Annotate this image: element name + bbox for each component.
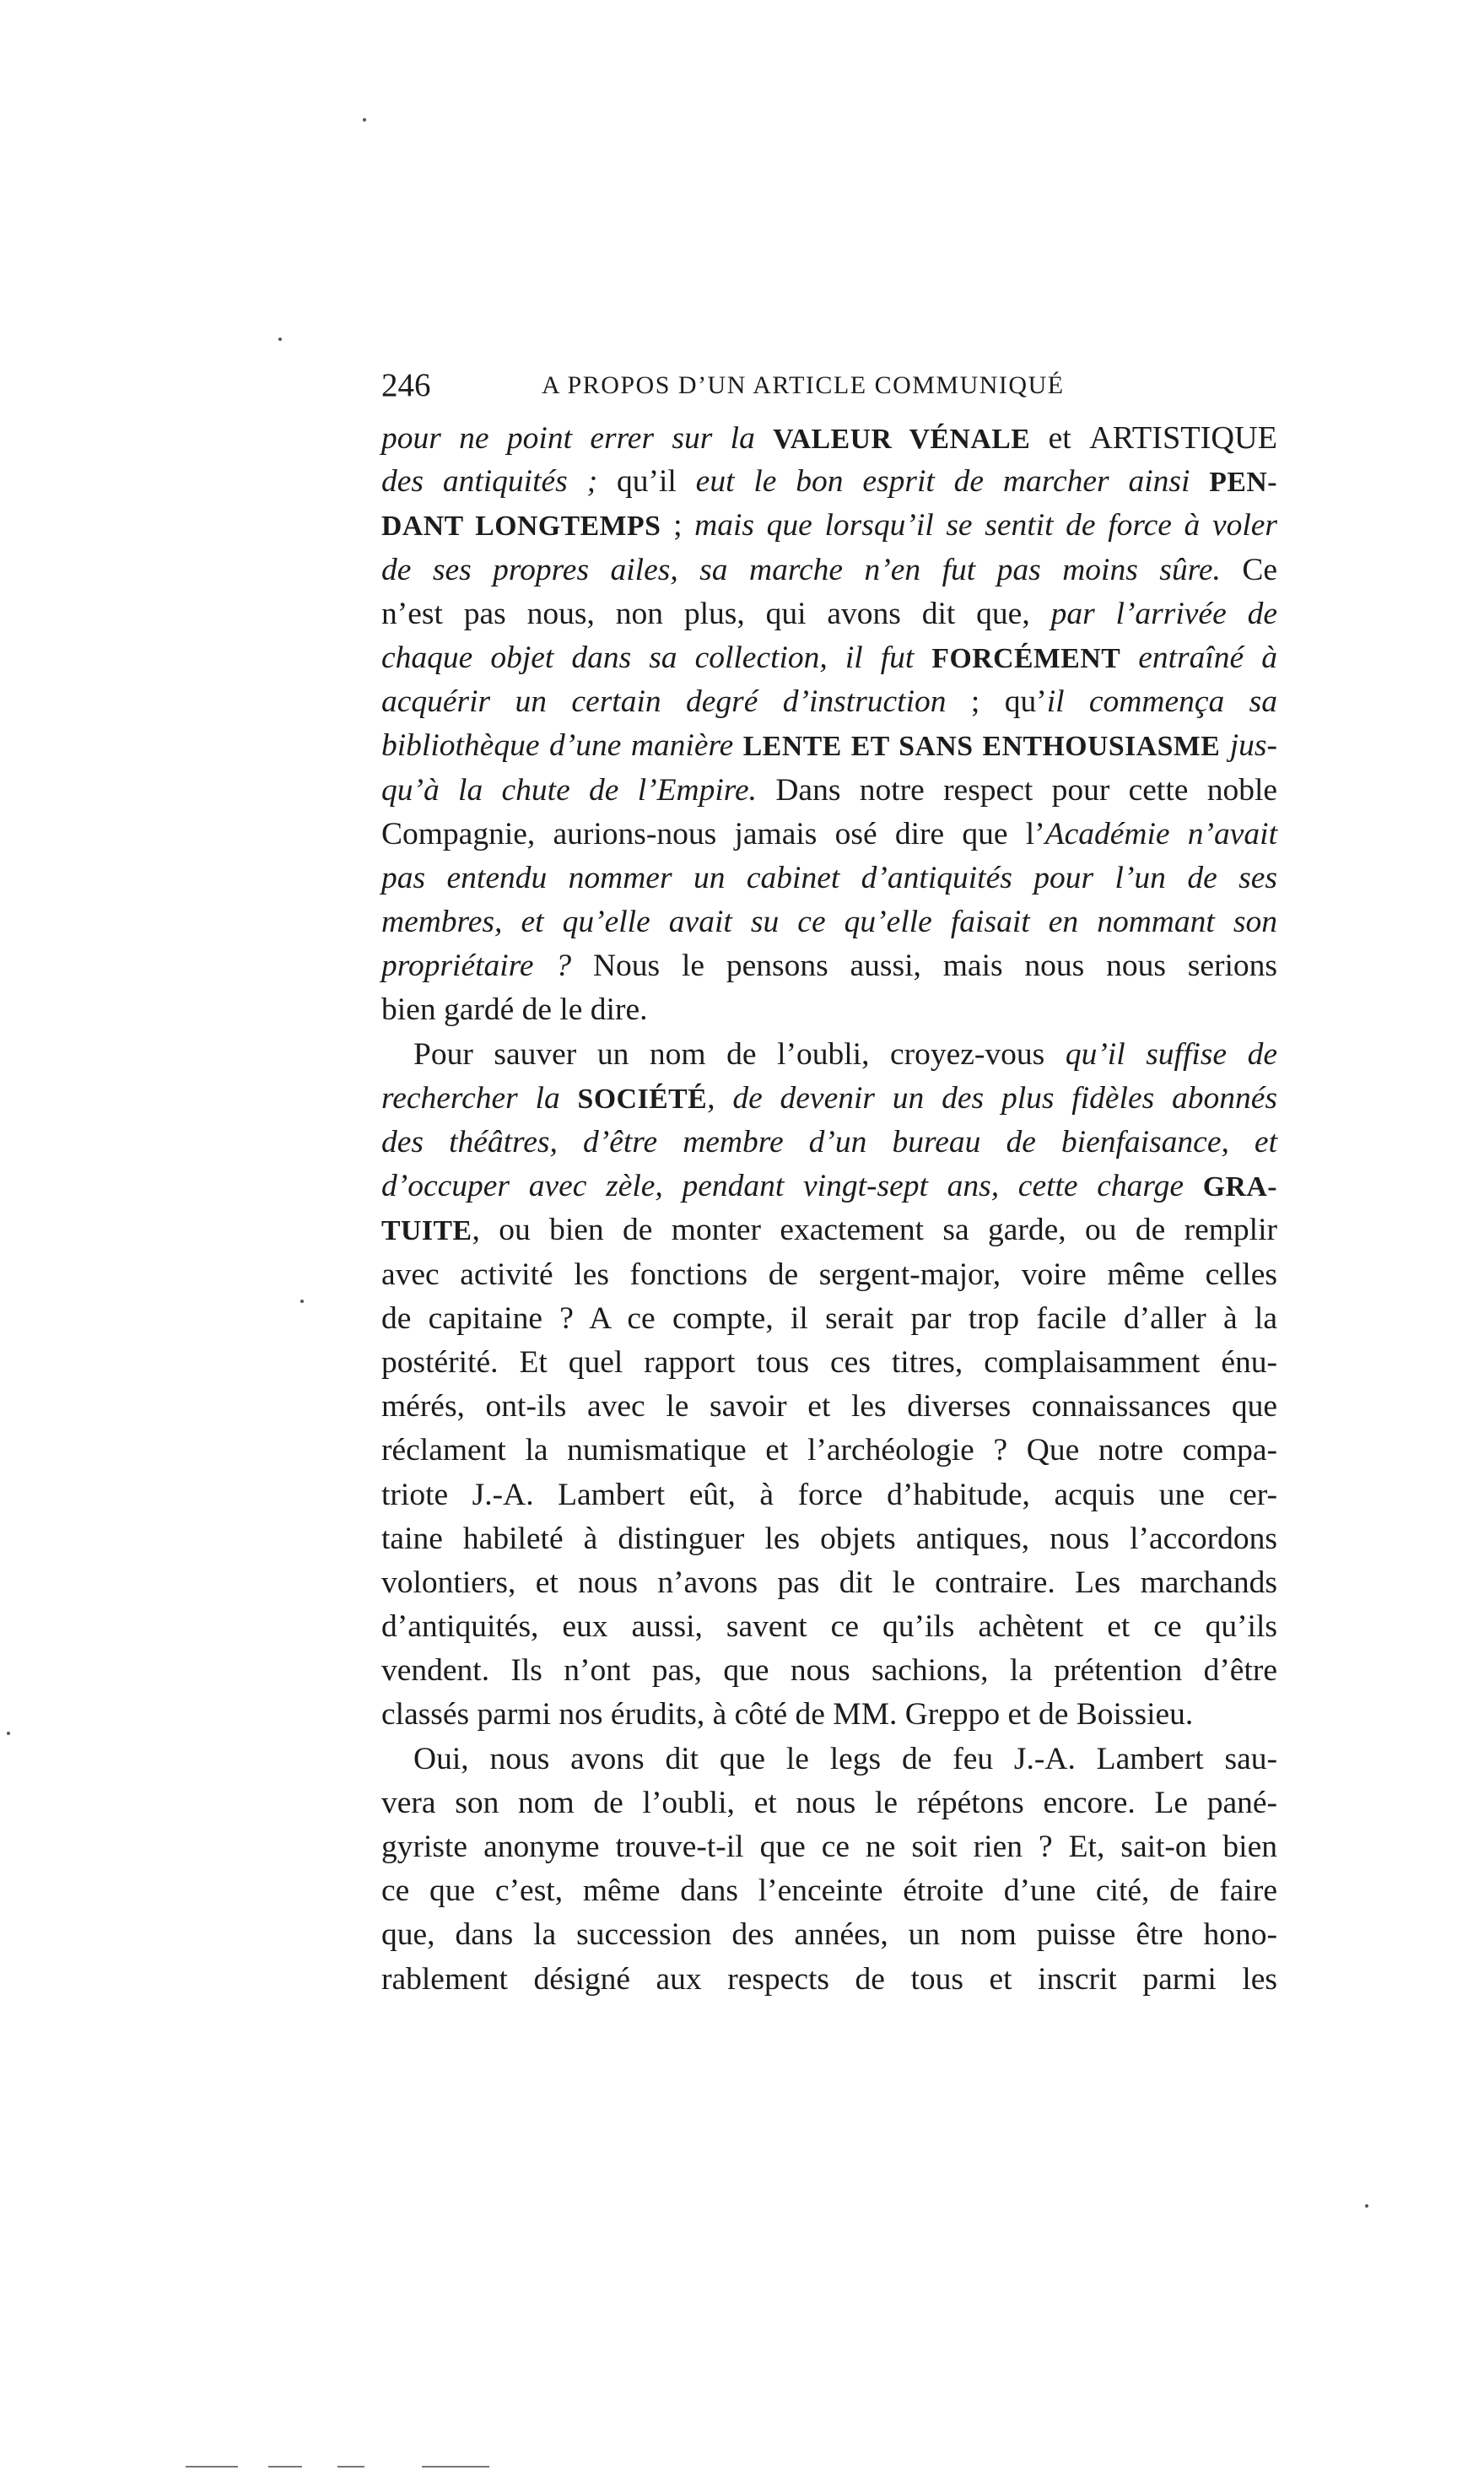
text-line: volontiers, et nous n’avons pas dit le contraire. Les marchands: [381, 1565, 1277, 1600]
text-line: qu’à la chute de l’Empire. Dans notre respect pour cette noble: [381, 772, 1278, 808]
body-text: [381, 416, 1277, 2002]
text-line: bien gardé de le dire.: [381, 992, 648, 1028]
text-line: classés parmi nos érudits, à côté de MM. Greppo et de Boissieu.: [381, 1697, 1194, 1733]
text-line: réclament la numismatique et l’archéologie ? Que notre compa-: [381, 1433, 1277, 1468]
text-line: que, dans la succession des années, un nom puisse être hono-: [381, 1917, 1277, 1953]
text-line: des théâtres, d’être membre d’un bureau de bienfaisance, et: [381, 1125, 1277, 1160]
text-line: de capitaine ? A ce compte, il serait par trop facile d’aller à la: [381, 1300, 1277, 1336]
scan-speck: [1365, 2204, 1368, 2208]
running-head: A PROPOS D’UN ARTICLE COMMUNIQUÉ: [542, 371, 1065, 399]
text-line: propriétaire ? Nous le pensons aussi, mais nous nous serions: [381, 949, 1278, 984]
text-line: TUITE, ou bien de monter exactement sa garde, ou de remplir: [381, 1213, 1277, 1248]
scan-speck: [278, 338, 282, 341]
text-line: gyriste anonyme trouve-t-il que ce ne soit rien ? Et, sait-on bien: [381, 1830, 1277, 1864]
text-line: DANT LONGTEMPS ; mais que lorsqu’il se sentit de force à voler: [381, 508, 1278, 543]
text-line: pas entendu nommer un cabinet d’antiquités pour l’un de ses: [381, 860, 1277, 895]
text-line: membres, et qu’elle avait su ce qu’elle faisait en nommant son: [381, 905, 1277, 940]
text-line: Pour sauver un nom de l’oubli, croyez-vous qu’il suffise de: [413, 1036, 1277, 1072]
text-line: d’antiquités, eux aussi, savent ce qu’ils achètent et ce qu’ils: [381, 1609, 1277, 1645]
text-line: ce que c’est, même dans l’enceinte étroite d’une cité, de faire: [381, 1873, 1277, 1909]
text-line: chaque objet dans sa collection, il fut FORCÉMENT entraîné à: [381, 640, 1277, 675]
text-line: Oui, nous avons dit que le legs de feu J.-A. Lambert sau-: [413, 1741, 1277, 1776]
text-line: vendent. Ils n’ont pas, que nous sachions, la prétention d’être: [381, 1653, 1277, 1689]
page-header: [381, 366, 1277, 412]
text-line: Compagnie, aurions-nous jamais osé dire que l’Académie n’avait: [381, 816, 1278, 851]
text-line: acquérir un certain degré d’instruction ; qu’il commença sa: [381, 684, 1277, 720]
text-line: vera son nom de l’oubli, et nous le répétons encore. Le pané-: [381, 1785, 1277, 1820]
text-line: avec activité les fonctions de sergent-major, voire même celles: [381, 1257, 1277, 1292]
text-line: pour ne point errer sur la VALEUR VÉNALE et ARTISTIQUE: [381, 420, 1277, 456]
text-line: n’est pas nous, non plus, qui avons dit que, par l’arrivée de: [381, 596, 1277, 631]
page-number: 246: [381, 367, 431, 403]
text-line: des antiquités ; qu’il eut le bon esprit de marcher ainsi PEN-: [381, 464, 1277, 500]
text-line: rablement désigné aux respects de tous et inscrit parmi les: [381, 1961, 1277, 1997]
text-line: mérés, ont-ils avec le savoir et les diverses connaissances que: [381, 1389, 1277, 1424]
text-line: triote J.-A. Lambert eût, à force d’habitude, acquis une cer-: [381, 1477, 1277, 1512]
text-line: rechercher la SOCIÉTÉ, de devenir un des plus fidèles abonnés: [381, 1080, 1277, 1116]
scan-speck: [7, 1732, 10, 1735]
scan-mark: [268, 2466, 302, 2468]
scan-speck: [363, 118, 366, 122]
text-line: bibliothèque d’une manière LENTE ET SANS ENTHOUSIASME jus-: [381, 728, 1277, 764]
scan-speck: [300, 1300, 304, 1303]
text-line: postérité. Et quel rapport tous ces titres, complaisamment énu-: [381, 1344, 1277, 1380]
text-line: taine habileté à distinguer les objets antiques, nous l’accordons: [381, 1521, 1277, 1556]
text-line: de ses propres ailes, sa marche n’en fut pas moins sûre. Ce: [381, 552, 1277, 587]
text-line: d’occuper avec zèle, pendant vingt-sept ans, cette charge GRA-: [381, 1169, 1277, 1204]
scan-mark: [337, 2466, 364, 2468]
scan-mark: [186, 2466, 238, 2468]
scan-mark: [422, 2466, 489, 2468]
